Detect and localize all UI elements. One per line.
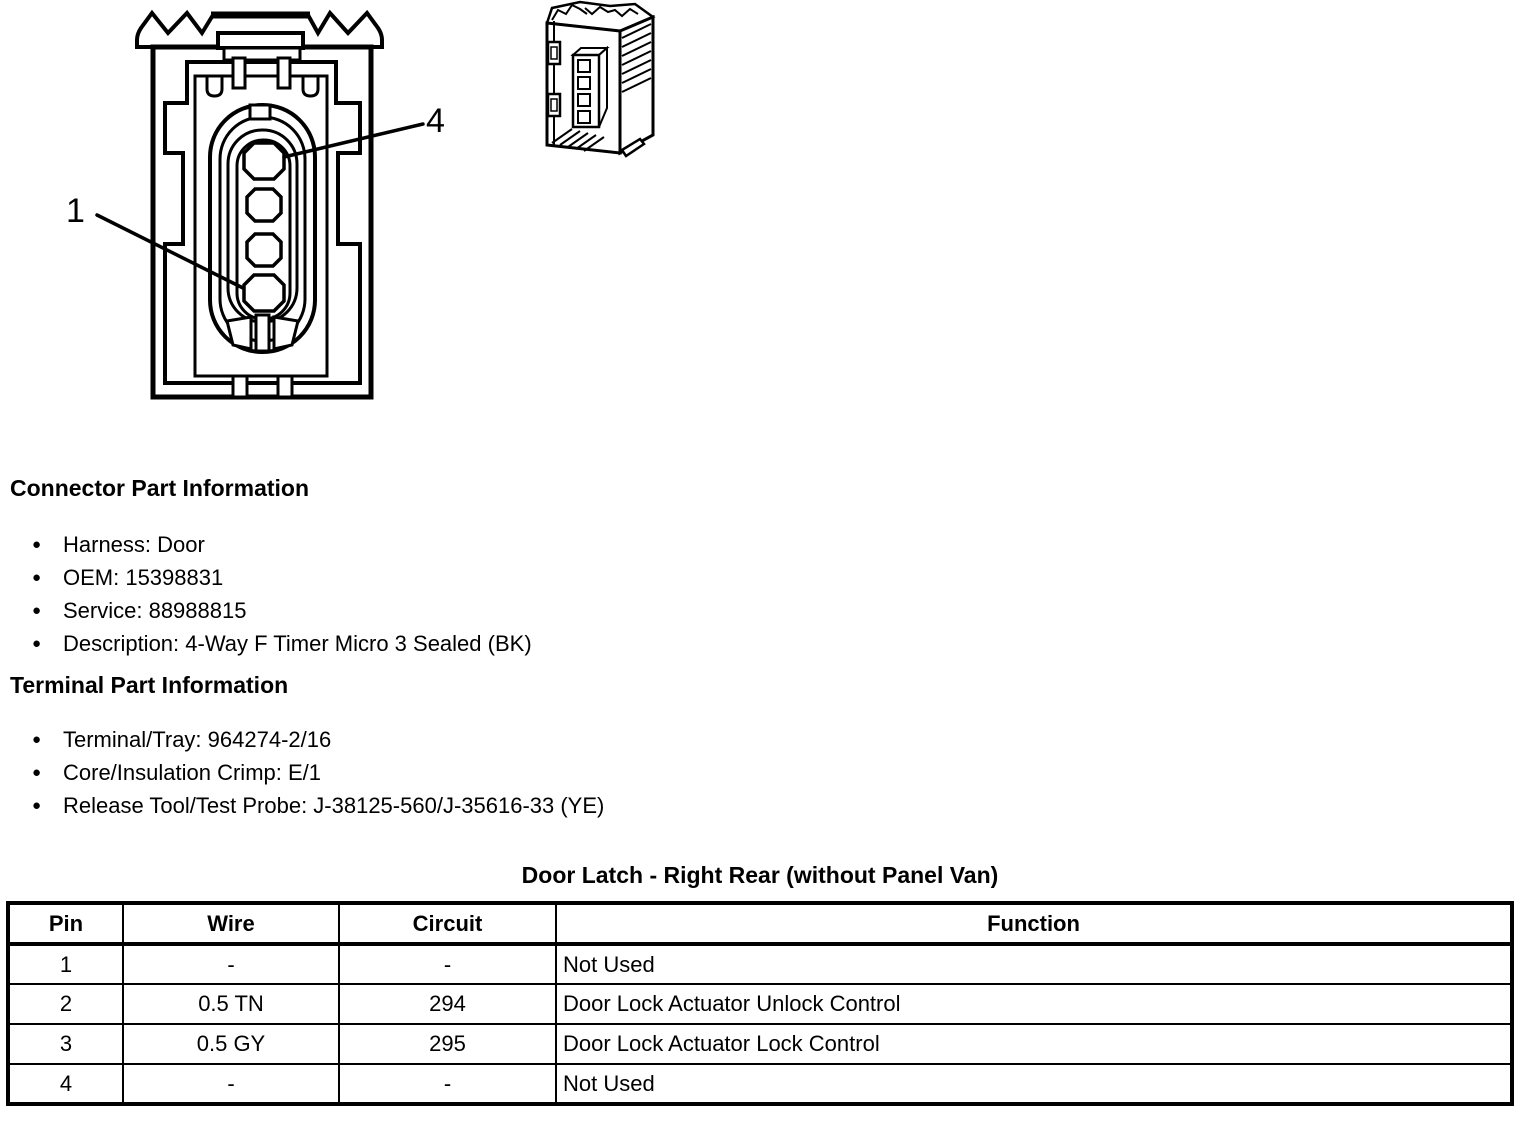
list-item — [32, 789, 604, 822]
pin-column-header: Pin — [8, 903, 123, 944]
pin-table-title: Door Latch - Right Rear (without Panel Van) — [521, 862, 999, 888]
table-row — [8, 1024, 1512, 1064]
function-cell: Not Used — [556, 944, 1512, 984]
circuit-cell: 294 — [339, 984, 556, 1024]
table-row — [8, 944, 1512, 984]
connector-front-view-drawing — [75, 4, 455, 410]
list-item — [32, 528, 532, 561]
pin-table — [6, 901, 1514, 1106]
terminal-part-info-list — [32, 723, 604, 822]
bullet-icon: ● — [32, 764, 42, 781]
wire-cell: - — [123, 944, 339, 984]
wire-column-header: Wire — [123, 903, 339, 944]
function-column-header: Function — [556, 903, 1512, 944]
pin-1-callout-label: 1 — [66, 192, 85, 230]
table-row — [8, 1064, 1512, 1104]
list-item — [32, 723, 604, 756]
function-cell: Door Lock Actuator Lock Control — [556, 1024, 1512, 1064]
bullet-icon: ● — [32, 536, 42, 553]
wire-cell: 0.5 GY — [123, 1024, 339, 1064]
wire-cell: - — [123, 1064, 339, 1104]
pin-cell: 1 — [8, 944, 123, 984]
list-item-text: Terminal/Tray: 964274-2/16 — [63, 726, 332, 752]
bullet-icon: ● — [32, 602, 42, 619]
circuit-column-header: Circuit — [339, 903, 556, 944]
list-item-text: Harness: Door — [63, 531, 205, 557]
terminal-part-info-heading: Terminal Part Information — [10, 672, 289, 698]
pin-cell: 2 — [8, 984, 123, 1024]
pin-cell: 3 — [8, 1024, 123, 1064]
list-item — [32, 561, 532, 594]
list-item-text: Description: 4-Way F Timer Micro 3 Sealed (BK) — [63, 630, 532, 656]
circuit-cell: 295 — [339, 1024, 556, 1064]
bullet-icon: ● — [32, 797, 42, 814]
connector-side-view-drawing — [540, 0, 665, 168]
list-item — [32, 756, 604, 789]
connector-part-info-heading: Connector Part Information — [10, 475, 310, 501]
pin-table-container — [6, 901, 1514, 1106]
list-item — [32, 627, 532, 660]
function-cell: Door Lock Actuator Unlock Control — [556, 984, 1512, 1024]
terminal-strip — [573, 55, 599, 127]
function-cell: Not Used — [556, 1064, 1512, 1104]
list-item-text: Service: 88988815 — [63, 597, 247, 623]
pin-table-header-row — [8, 903, 1512, 944]
list-item — [32, 594, 532, 627]
list-item-text: OEM: 15398831 — [63, 564, 224, 590]
bullet-icon: ● — [32, 635, 42, 652]
circuit-cell: - — [339, 1064, 556, 1104]
table-row — [8, 984, 1512, 1024]
list-item-text: Core/Insulation Crimp: E/1 — [63, 759, 321, 785]
list-item-text: Release Tool/Test Probe: J-38125-560/J-35616-33 (YE) — [63, 792, 605, 818]
bullet-icon: ● — [32, 731, 42, 748]
bullet-icon: ● — [32, 569, 42, 586]
pin-4-callout-label: 4 — [426, 102, 445, 140]
wire-cell: 0.5 TN — [123, 984, 339, 1024]
connector-part-info-list — [32, 528, 532, 660]
circuit-cell: - — [339, 944, 556, 984]
pin-cell: 4 — [8, 1064, 123, 1104]
